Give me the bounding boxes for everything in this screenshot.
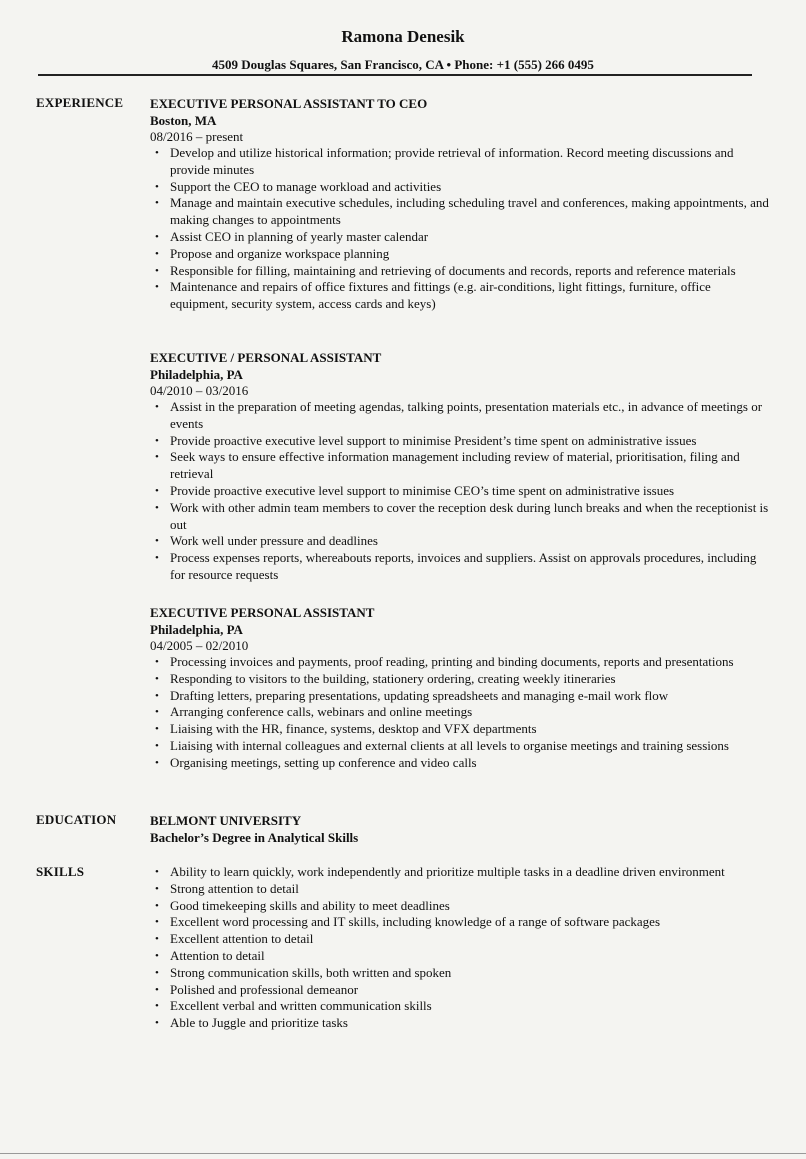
education-heading: EDUCATION — [36, 812, 117, 827]
bullet-icon: • — [155, 916, 159, 929]
list-item: • Liaising with internal colleagues and external clients at all levels to organise meetings and training sessions — [155, 737, 729, 753]
list-item: • Strong communication skills, both written and spoken — [155, 964, 452, 980]
bullet-icon: • — [155, 983, 159, 996]
list-item: • Work with other admin team members to cover the reception desk during lunch breaks and when the receptionist is out — [155, 499, 769, 532]
list-item: • Strong attention to detail — [155, 880, 299, 896]
bullet-icon: • — [155, 706, 159, 719]
list-item: • Drafting letters, preparing presentations, updating spreadsheets and managing e-mail work flow — [155, 687, 669, 703]
list-item: • Propose and organize workspace planning — [155, 245, 390, 261]
bullet-icon: • — [155, 899, 159, 912]
list-item: • Ability to learn quickly, work independently and prioritize multiple tasks in a deadline driven environment — [155, 864, 725, 879]
contact-line: 4509 Douglas Squares, San Francisco, CA • Phone: +1 (555) 266 0495 — [212, 57, 594, 72]
bullet-icon: • — [155, 672, 159, 685]
list-item: • Liaising with the HR, finance, systems, desktop and VFX departments — [155, 721, 537, 737]
skills-list — [150, 864, 770, 1032]
list-item: • Seek ways to ensure effective information management including review of material, prioritisation, filing and retrieval — [155, 449, 740, 482]
job-bullets — [150, 145, 770, 313]
list-item: • Assist in the preparation of meeting agendas, talking points, presentation materials etc., in advance of meetings or events — [155, 399, 763, 431]
list-item: • Provide proactive executive level support to minimise CEO’s time spent on administrative issues — [155, 482, 675, 498]
bullet-icon: • — [155, 966, 159, 979]
list-item: • Excellent attention to detail — [155, 931, 314, 947]
job-title: EXECUTIVE / PERSONAL ASSISTANT — [150, 350, 382, 365]
education-entry — [150, 812, 770, 846]
bullet-icon: • — [155, 484, 159, 497]
list-item: • Support the CEO to manage workload and activities — [155, 178, 442, 194]
header-divider — [38, 74, 752, 76]
bullet-icon: • — [155, 281, 159, 294]
job-bullets — [150, 399, 770, 584]
school-name: BELMONT UNIVERSITY — [150, 813, 302, 828]
job-location: Philadelphia, PA — [150, 367, 243, 382]
list-item: • Process expenses reports, whereabouts reports, invoices and suppliers. Assist on approvals procedures, including for resource requests — [155, 550, 757, 582]
bullet-icon: • — [155, 401, 159, 413]
list-item: • Provide proactive executive level support to minimise President’s time spent on administrative issues — [155, 432, 697, 448]
bullet-icon: • — [155, 949, 159, 962]
bullet-icon: • — [155, 656, 159, 668]
bullet-icon: • — [155, 866, 159, 878]
list-item: • Work well under pressure and deadlines — [155, 533, 378, 549]
bullet-icon: • — [155, 723, 159, 736]
bullet-icon: • — [155, 933, 159, 946]
list-item: • Responding to visitors to the building, stationery ordering, creating weekly itineraries — [155, 670, 616, 686]
bullet-icon: • — [155, 552, 159, 565]
candidate-name: Ramona Denesik — [341, 27, 465, 46]
list-item: • Able to Juggle and prioritize tasks — [155, 1015, 348, 1031]
page-edge — [0, 1153, 806, 1154]
bullet-icon: • — [155, 882, 159, 895]
list-item: • Manage and maintain executive schedules, including scheduling travel and conferences, making appointments, and making changes to appointments — [155, 195, 769, 228]
list-item: • Polished and professional demeanor — [155, 981, 359, 997]
skills-heading: SKILLS — [36, 864, 85, 879]
list-item: • Develop and utilize historical information; provide retrieval of information. Record meeting discussions and provide minutes — [155, 145, 734, 177]
job-entry — [150, 604, 770, 772]
bullet-icon: • — [155, 451, 159, 464]
job-entry — [150, 95, 770, 313]
bullet-icon: • — [155, 434, 159, 447]
list-item: • Assist CEO in planning of yearly master calendar — [155, 228, 429, 244]
bullet-icon: • — [155, 197, 159, 210]
bullet-icon: • — [155, 230, 159, 243]
job-entry — [150, 349, 770, 584]
list-item: • Attention to detail — [155, 947, 265, 963]
list-item: • Organising meetings, setting up conference and video calls — [155, 754, 477, 770]
list-item: • Processing invoices and payments, proof reading, printing and binding documents, reports and presentations — [155, 654, 734, 669]
bullet-icon: • — [155, 1000, 159, 1013]
bullet-icon: • — [155, 147, 159, 159]
bullet-icon: • — [155, 535, 159, 548]
bullet-icon: • — [155, 689, 159, 702]
bullet-icon: • — [155, 247, 159, 260]
degree: Bachelor’s Degree in Analytical Skills — [150, 830, 359, 845]
job-title: EXECUTIVE PERSONAL ASSISTANT TO CEO — [150, 96, 428, 111]
bullet-icon: • — [155, 739, 159, 752]
list-item: • Maintenance and repairs of office fixtures and fittings (e.g. air-conditions, light fittings, furniture, office equipment, security system, access cards and keys) — [155, 279, 711, 312]
job-dates: 04/2005 – 02/2010 — [150, 638, 249, 653]
job-location: Boston, MA — [150, 113, 217, 128]
list-item: • Excellent word processing and IT skills, including knowledge of a range of software packages — [155, 914, 661, 930]
job-location: Philadelphia, PA — [150, 622, 243, 637]
bullet-icon: • — [155, 1017, 159, 1030]
list-item: • Excellent verbal and written communication skills — [155, 998, 432, 1014]
bullet-icon: • — [155, 264, 159, 277]
experience-heading: EXPERIENCE — [36, 95, 124, 110]
list-item: • Good timekeeping skills and ability to meet deadlines — [155, 897, 450, 913]
skills-entry — [150, 864, 770, 1032]
job-title: EXECUTIVE PERSONAL ASSISTANT — [150, 605, 375, 620]
job-bullets — [150, 654, 770, 772]
list-item: • Arranging conference calls, webinars and online meetings — [155, 704, 473, 720]
list-item: • Responsible for filling, maintaining and retrieving of documents and records, reports and reference materials — [155, 262, 736, 278]
bullet-icon: • — [155, 501, 159, 514]
bullet-icon: • — [155, 180, 159, 193]
job-dates: 08/2016 – present — [150, 129, 244, 144]
bullet-icon: • — [155, 756, 159, 769]
job-dates: 04/2010 – 03/2016 — [150, 383, 249, 398]
